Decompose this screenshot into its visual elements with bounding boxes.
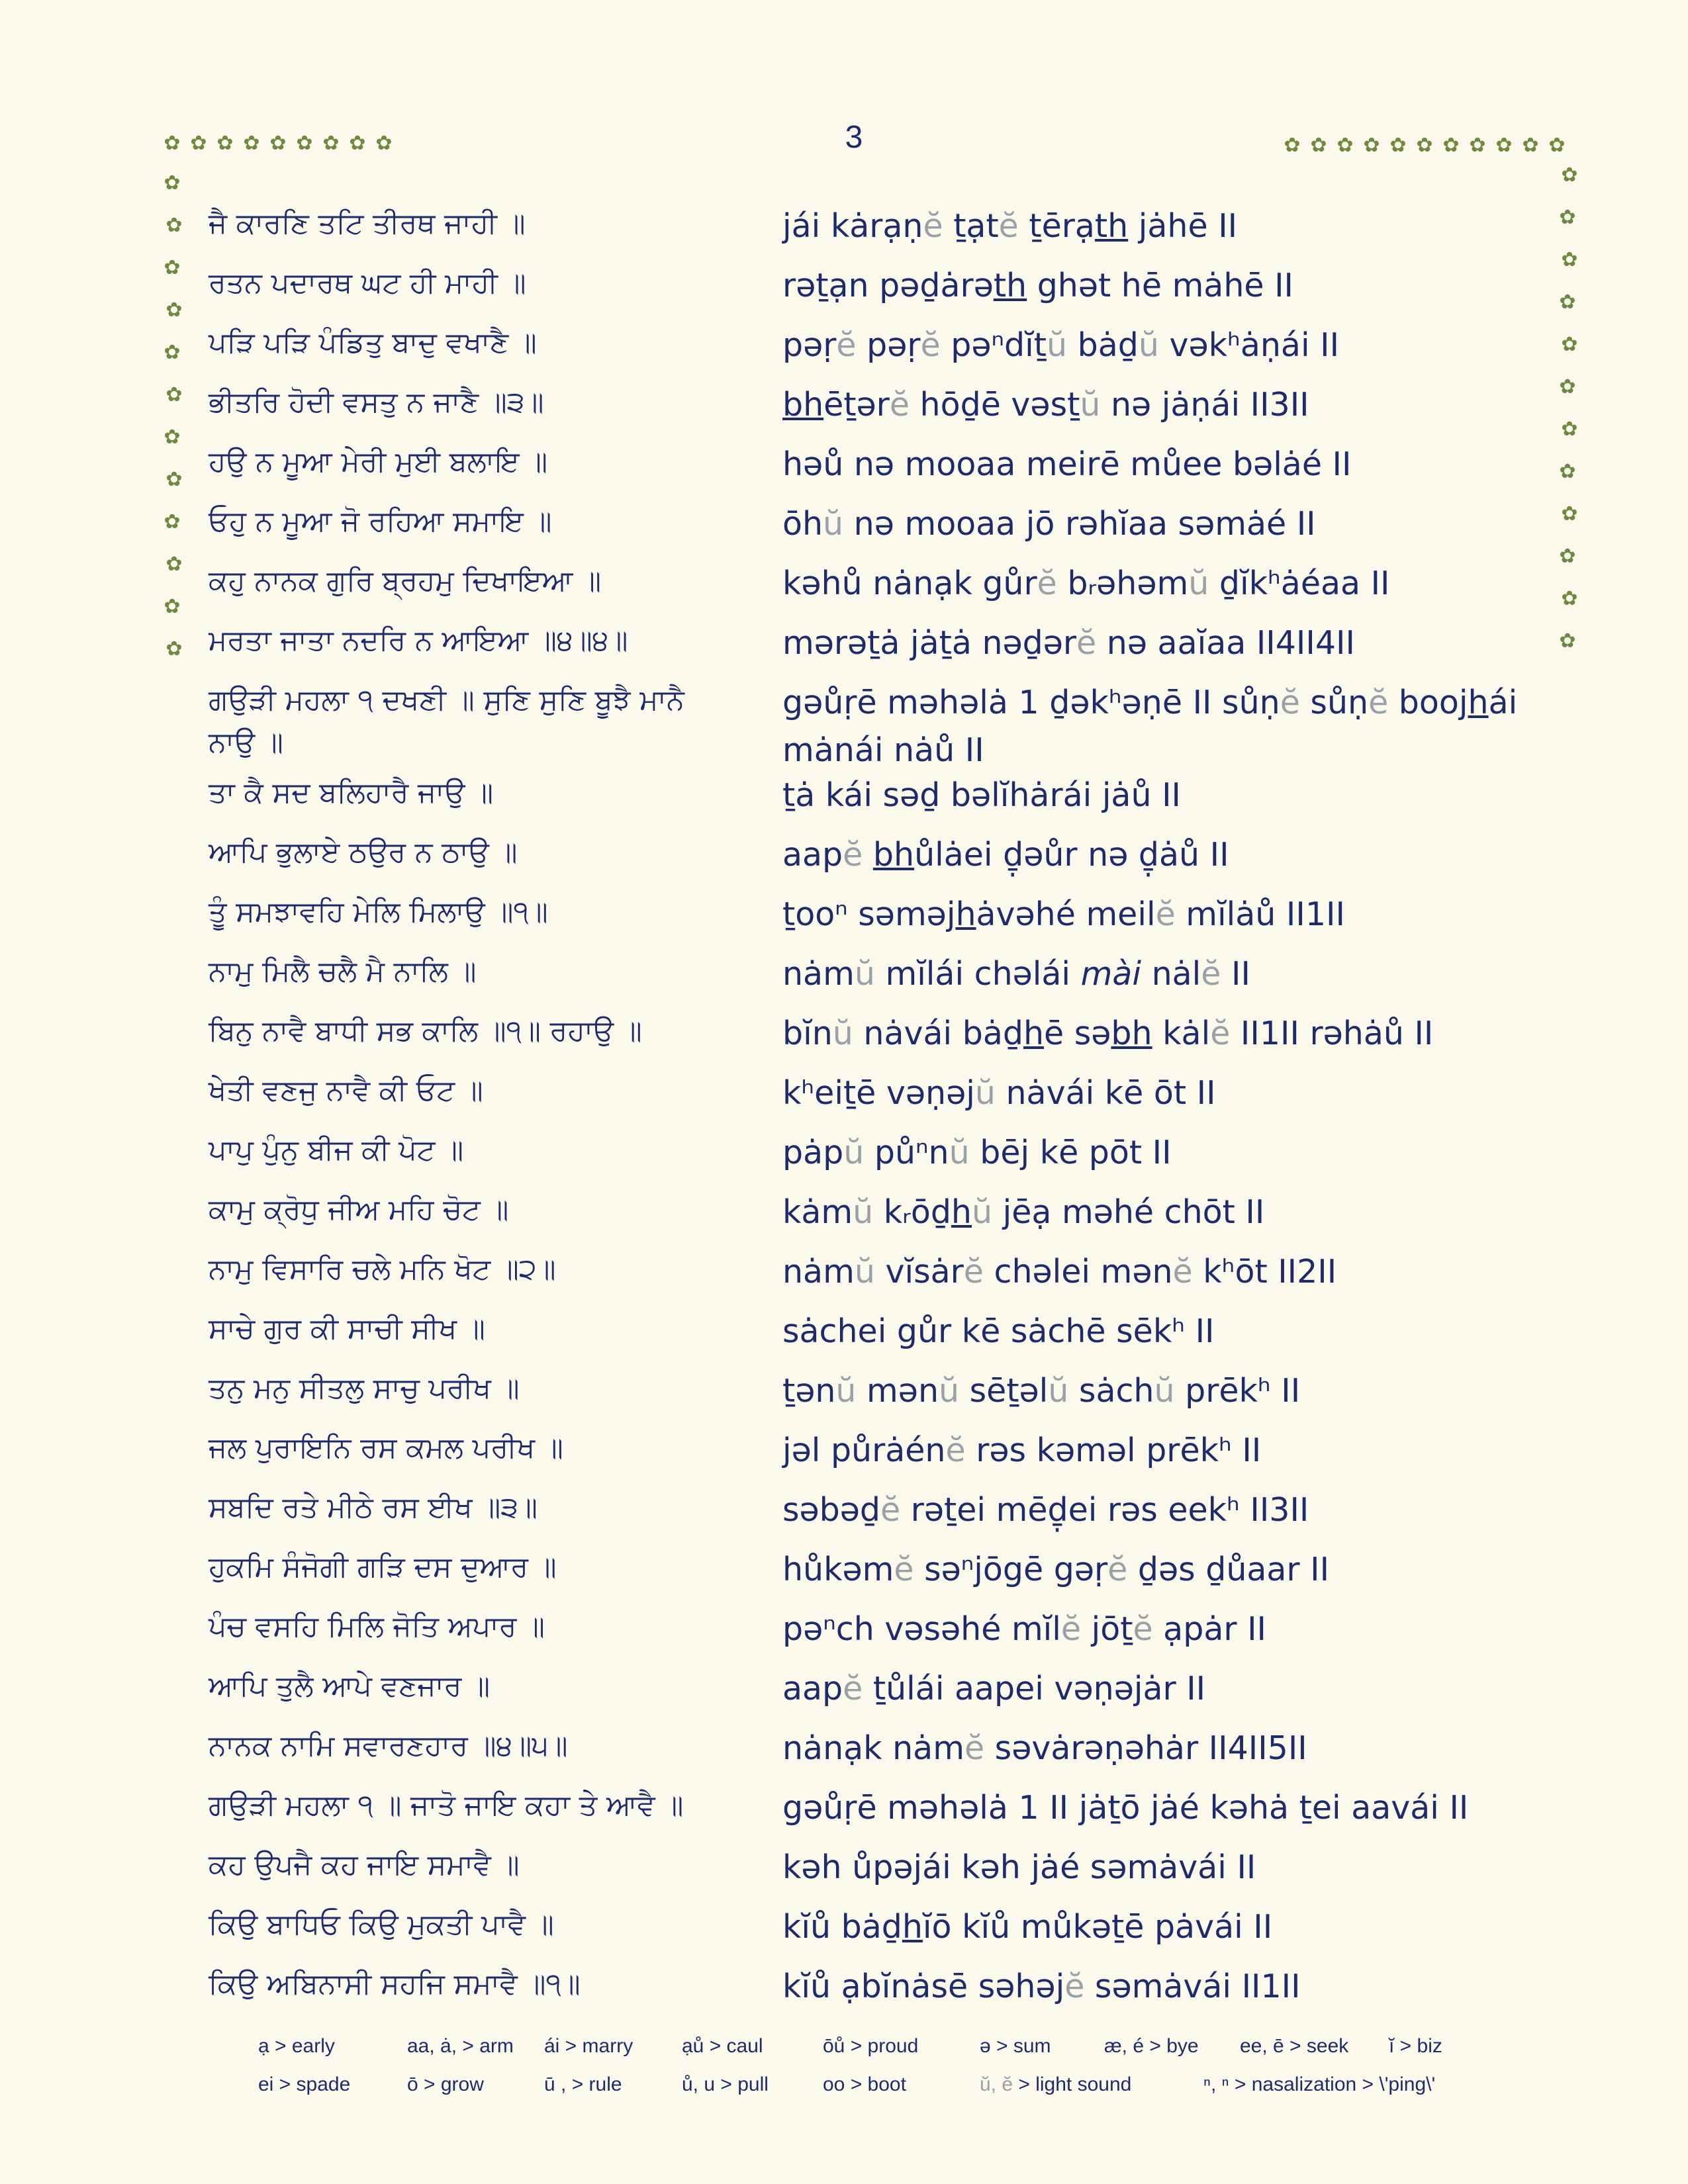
flower-ornament-icon: ✿ — [1559, 375, 1576, 398]
transliteration-line: sȧchei gůr kē sȧchē sēkʰ II — [782, 1312, 1215, 1350]
transliteration-line: pəⁿch vəsəhé mĭlĕ jōṯĕ ạpȧr II — [782, 1610, 1266, 1648]
flower-ornament-icon: ✿ — [1561, 333, 1578, 356]
transliteration-line: aapĕ ṯůlái aapei vəṇəjȧr II — [782, 1670, 1206, 1707]
gurmukhi-line: ਗਉੜੀ ਮਹਲਾ ੧ ॥ ਜਾਤੋ ਜਾਇ ਕਹਾ ਤੇ ਆਵੈ ॥ — [209, 1789, 684, 1822]
legend-item: ō > grow — [407, 2073, 484, 2095]
gurmukhi-line: ਆਪਿ ਭੁਲਾਏ ਠਉਰ ਨ ਠਾਉ ॥ — [209, 836, 518, 869]
flower-ornament-icon: ✿ — [243, 132, 260, 155]
legend-item: ái > marry — [544, 2035, 633, 2057]
flower-ornament-icon: ✿ — [165, 637, 183, 660]
gurmukhi-line: ਨਾਮੁ ਵਿਸਾਰਿ ਚਲੇ ਮਨਿ ਖੋਟ ॥੨॥ — [209, 1253, 556, 1286]
flower-ornament-icon: ✿ — [1284, 134, 1301, 157]
gurmukhi-line: ਤੂੰ ਸਮਝਾਵਹਿ ਮੇਲਿ ਮਿਲਾਉ ॥੧॥ — [209, 895, 548, 929]
flower-ornament-icon: ✿ — [1561, 502, 1578, 525]
flower-ornament-icon: ✿ — [1559, 545, 1576, 568]
transliteration-line: nȧnạk nȧmĕ səvȧrəṇəhȧr II4II5II — [782, 1729, 1307, 1767]
transliteration-line: həů nə mooaa meirē můee bəlȧé II — [782, 445, 1352, 483]
transliteration-line: mərəṯȧ jȧṯȧ nəḏərĕ nə aaĭaa II4II4II — [782, 624, 1355, 662]
flower-ornament-icon: ✿ — [164, 426, 181, 449]
flower-ornament-icon: ✿ — [216, 132, 234, 155]
transliteration-line: jəl půrȧénĕ rəs kəməl prēkʰ II — [782, 1432, 1262, 1469]
flower-ornament-icon: ✿ — [165, 553, 183, 576]
gurmukhi-line: ਰਤਨ ਪਦਾਰਥ ਘਟ ਹੀ ਮਾਹੀ ॥ — [209, 267, 526, 300]
flower-ornament-icon: ✿ — [1389, 134, 1407, 157]
legend-item: ei > spade — [258, 2073, 351, 2095]
gurmukhi-line: ਕਿਉ ਬਾਧਿਓ ਕਿਉ ਮੁਕਤੀ ਪਾਵੈ ॥ — [209, 1908, 554, 1941]
transliteration-line: kəhů nȧnạk gůrĕ bᵣəhəmŭ ḏĭkʰȧéaa II — [782, 565, 1390, 602]
legend-item: ů, u > pull — [682, 2073, 769, 2095]
flower-ornament-icon: ✿ — [165, 214, 183, 237]
transliteration-line: kĭů bȧḏhĭō kĭů můkəṯē pȧvái II — [782, 1908, 1273, 1946]
legend-item: ə > sum — [980, 2035, 1051, 2057]
flower-ornament-icon: ✿ — [1363, 134, 1380, 157]
flower-ornament-icon: ✿ — [1559, 460, 1576, 483]
transliteration-line: kȧmŭ kᵣōḏhŭ jēạ məhé chōt II — [782, 1193, 1265, 1231]
gurmukhi-line: ਨਾਮੁ ਮਿਲੈ ਚਲੈ ਮੈ ਨਾਲਿ ॥ — [209, 955, 477, 988]
gurmukhi-line: ਸਾਚੇ ਗੁਰ ਕੀ ਸਾਚੀ ਸੀਖ ॥ — [209, 1312, 485, 1345]
transliteration-line: ōhŭ nə mooaa jō rəhĭaa səmȧé II — [782, 505, 1316, 543]
legend-item: ŭ, ĕ > light sound — [980, 2073, 1132, 2095]
page-number: 3 — [845, 120, 863, 155]
legend-item: ⁿ, ⁿ > nasalization > \'ping\' — [1203, 2073, 1436, 2095]
transliteration-line: kʰeiṯē vəṇəjŭ nȧvái kē ōt II — [782, 1074, 1216, 1112]
gurmukhi-line: ਖੇਤੀ ਵਣਜੁ ਨਾਵੈ ਕੀ ਓਟ ॥ — [209, 1074, 483, 1107]
flower-ornament-icon: ✿ — [165, 383, 183, 406]
transliteration-line: gəůṛē məhəlȧ 1 II jȧṯō jȧé kəhȧ ṯei aavái II — [782, 1789, 1469, 1827]
flower-ornament-icon: ✿ — [1561, 248, 1578, 271]
gurmukhi-line: ਕਿਉ ਅਬਿਨਾਸੀ ਸਹਜਿ ਸਮਾਵੈ ॥੧॥ — [209, 1968, 581, 2001]
transliteration-line: bĭnŭ nȧvái bȧḏhē səbh kȧlĕ II1II rəhȧů II — [782, 1015, 1434, 1052]
flower-ornament-icon: ✿ — [1469, 134, 1486, 157]
flower-ornament-icon: ✿ — [1495, 134, 1513, 157]
legend-item: ee, ē > seek — [1240, 2035, 1349, 2057]
gurmukhi-line: ਜਲ ਪੁਰਾਇਨਿ ਰਸ ਕਮਲ ਪਰੀਖ ॥ — [209, 1432, 563, 1465]
flower-ornament-icon: ✿ — [1561, 163, 1578, 187]
transliteration-line: kəh ůpəjái kəh jȧé səmȧvái II — [782, 1848, 1256, 1886]
gurmukhi-line: ਨਾਨਕ ਨਾਮਿ ਸਵਾਰਣਹਾਰ ॥੪॥੫॥ — [209, 1729, 568, 1762]
transliteration-line: ṯȧ kái səḏ bəlĭhȧrái jȧů II — [782, 776, 1181, 814]
transliteration-line: pȧpŭ půⁿnŭ bēj kē pōt II — [782, 1134, 1172, 1171]
gurmukhi-line: ਓਹੁ ਨ ਮੂਆ ਜੋ ਰਹਿਆ ਸਮਾਇ ॥ — [209, 505, 552, 538]
transliteration-line: rəṯạn pəḏȧrəth ghət hē mȧhē II — [782, 267, 1294, 304]
transliteration-line: gəůṛē məhəlȧ 1 ḏəkʰəṇē II sůṇĕ sůṇĕ boojhái mȧnái nȧů II — [782, 684, 1518, 769]
flower-ornament-icon: ✿ — [164, 510, 181, 533]
flower-ornament-icon: ✿ — [164, 341, 181, 364]
transliteration-line: kĭů ạbĭnȧsē səhəjĕ səmȧvái II1II — [782, 1968, 1301, 2005]
flower-ornament-icon: ✿ — [165, 468, 183, 491]
flower-ornament-icon: ✿ — [190, 132, 207, 155]
flower-ornament-icon: ✿ — [164, 132, 181, 155]
transliteration-line: ṯooⁿ səməjhȧvəhé meilĕ mĭlȧů II1II — [782, 895, 1345, 933]
transliteration-line: ṯənŭ mənŭ sēṯəlŭ sȧchŭ prēkʰ II — [782, 1372, 1301, 1410]
flower-ornament-icon: ✿ — [1559, 629, 1576, 653]
legend-item: oo > boot — [823, 2073, 906, 2095]
gurmukhi-line: ਹੁਕਮਿ ਸੰਜੋਗੀ ਗੜਿ ਦਸ ਦੁਆਰ ॥ — [209, 1551, 557, 1584]
flower-ornament-icon: ✿ — [1416, 134, 1433, 157]
transliteration-line: jái kȧrạṇĕ ṯạtĕ ṯērạth jȧhē II — [782, 207, 1238, 245]
transliteration-line: səbəḏĕ rəṯei mēḏ̣ei rəs eekʰ II3II — [782, 1491, 1309, 1529]
gurmukhi-line: ਭੀਤਰਿ ਹੋਦੀ ਵਸਤੁ ਨ ਜਾਣੈ ॥੩॥ — [209, 386, 544, 419]
flower-ornament-icon: ✿ — [1548, 134, 1566, 157]
flower-ornament-icon: ✿ — [164, 256, 181, 279]
gurmukhi-line: ਕਹੁ ਨਾਨਕ ਗੁਰਿ ਬ੍ਰਹਮੁ ਦਿਖਾਇਆ ॥ — [209, 565, 602, 598]
flower-ornament-icon: ✿ — [375, 132, 393, 155]
legend-item: ū , > rule — [544, 2073, 622, 2095]
transliteration-line: bhēṯərĕ hōḏē vəsṯŭ nə jȧṇái II3II — [782, 386, 1309, 424]
gurmukhi-line: ਪਾਪੁ ਪੁੰਨੁ ਬੀਜ ਕੀ ਪੋਟ ॥ — [209, 1134, 464, 1167]
legend-item: ạ > early — [258, 2035, 335, 2057]
flower-ornament-icon: ✿ — [1561, 587, 1578, 610]
flower-ornament-icon: ✿ — [322, 132, 340, 155]
gurmukhi-line: ਕਹ ਉਪਜੈ ਕਹ ਜਾਇ ਸਮਾਵੈ ॥ — [209, 1848, 520, 1882]
gurmukhi-line: ਤਨੁ ਮਨੁ ਸੀਤਲੁ ਸਾਚੁ ਪਰੀਖ ॥ — [209, 1372, 520, 1405]
gurmukhi-line: ਹਉ ਨ ਮੂਆ ਮੇਰੀ ਮੁਈ ਬਲਾਇ ॥ — [209, 445, 548, 478]
flower-ornament-icon: ✿ — [269, 132, 287, 155]
gurmukhi-line: ਬਿਨੁ ਨਾਵੈ ਬਾਧੀ ਸਭ ਕਾਲਿ ॥੧॥ ਰਹਾਉ ॥ — [209, 1015, 642, 1048]
flower-ornament-icon: ✿ — [296, 132, 313, 155]
legend-item: aa, ȧ, > arm — [407, 2035, 514, 2057]
transliteration-line: nȧmŭ mĭlái chəlái mài nȧlĕ II — [782, 955, 1250, 993]
flower-ornament-icon: ✿ — [1559, 206, 1576, 229]
flower-ornament-icon: ✿ — [349, 132, 366, 155]
flower-ornament-icon: ✿ — [164, 171, 181, 195]
flower-ornament-icon: ✿ — [1561, 418, 1578, 441]
gurmukhi-line: ਗਉੜੀ ਮਹਲਾ ੧ ਦਖਣੀ ॥ ਸੁਣਿ ਸੁਣਿ ਬੂਝੈ ਮਾਨੈ ਨਾਉ ॥ — [209, 684, 684, 759]
legend-item: ạů > caul — [682, 2035, 763, 2057]
legend-item: æ, é > bye — [1104, 2035, 1199, 2057]
transliteration-line: nȧmŭ vĭsȧrĕ chəlei mənĕ kʰōt II2II — [782, 1253, 1337, 1291]
gurmukhi-line: ਪੜਿ ਪੜਿ ਪੰਡਿਤੁ ਬਾਦੁ ਵਖਾਣੈ ॥ — [209, 326, 537, 359]
gurmukhi-line: ਸਬਦਿ ਰਤੇ ਮੀਠੇ ਰਸ ਈਖ ॥੩॥ — [209, 1491, 538, 1524]
transliteration-line: hůkəmĕ səⁿjōgē gəṛĕ ḏəs ḏůaar II — [782, 1551, 1330, 1588]
flower-ornament-icon: ✿ — [1442, 134, 1460, 157]
gurmukhi-line: ਮਰਤਾ ਜਾਤਾ ਨਦਰਿ ਨ ਆਇਆ ॥੪॥੪॥ — [209, 624, 628, 657]
flower-ornament-icon: ✿ — [165, 298, 183, 322]
flower-ornament-icon: ✿ — [1559, 291, 1576, 314]
legend-item: ōů > proud — [823, 2035, 919, 2057]
gurmukhi-line: ਕਾਮੁ ਕ੍ਰੋਧੁ ਜੀਅ ਮਹਿ ਚੋਟ ॥ — [209, 1193, 509, 1226]
transliteration-line: pəṛĕ pəṛĕ pəⁿdĭṯŭ bȧḏŭ vəkʰȧṇái II — [782, 326, 1340, 364]
gurmukhi-line: ਜੈ ਕਾਰਣਿ ਤਟਿ ਤੀਰਥ ਜਾਹੀ ॥ — [209, 207, 526, 240]
gurmukhi-line: ਤਾ ਕੈ ਸਦ ਬਲਿਹਾਰੈ ਜਾਉ ॥ — [209, 776, 494, 809]
flower-ornament-icon: ✿ — [164, 595, 181, 618]
legend-item: ĭ > biz — [1389, 2035, 1442, 2057]
transliteration-line: aapĕ bhůlȧei ḏ̣əůr nə ḏ̣ȧů II — [782, 836, 1229, 874]
flower-ornament-icon: ✿ — [1336, 134, 1354, 157]
gurmukhi-line: ਪੰਚ ਵਸਹਿ ਮਿਲਿ ਜੋਤਿ ਅਪਾਰ ॥ — [209, 1610, 545, 1643]
flower-ornament-icon: ✿ — [1522, 134, 1539, 157]
gurmukhi-line: ਆਪਿ ਤੁਲੈ ਆਪੇ ਵਣਜਾਰ ॥ — [209, 1670, 491, 1703]
flower-ornament-icon: ✿ — [1310, 134, 1327, 157]
